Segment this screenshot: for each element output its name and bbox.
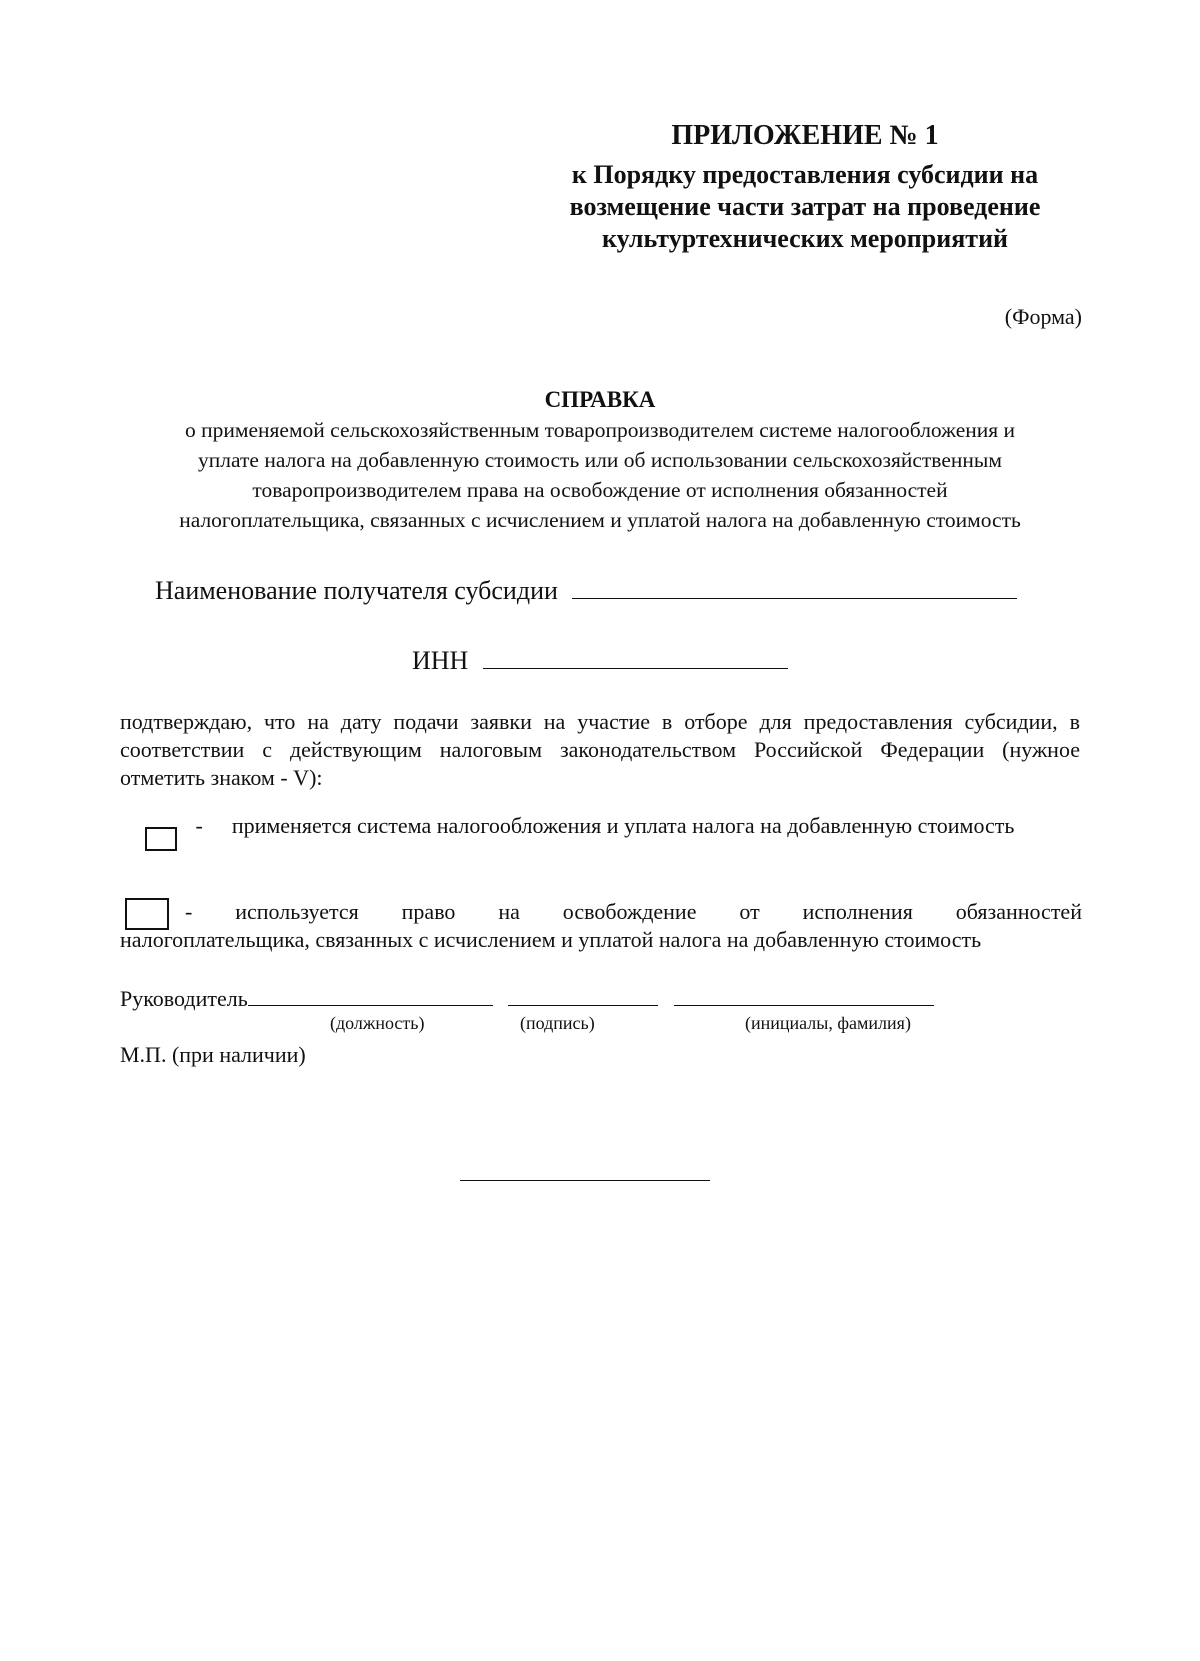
option2-word: от (739, 899, 760, 924)
recipient-name-field[interactable] (572, 598, 1017, 599)
option1-dash: - (195, 813, 203, 838)
option2-word: право (401, 899, 456, 924)
order-line-3: культуртехнических мероприятий (601, 224, 1009, 253)
annex-number: ПРИЛОЖЕНИЕ № 1 (671, 120, 939, 151)
recipient-row (155, 576, 1017, 606)
option2-word: обязанностей (955, 899, 1082, 924)
annex-order-title (555, 159, 1055, 255)
option2-word: используется (235, 899, 359, 924)
subtitle-line-4: налогоплательщика, связанных с исчислением и уплатой налога на добавленную стоимость (179, 508, 1021, 532)
option2-word: освобождение (562, 899, 697, 924)
subtitle-line-2: уплате налога на добавленную стоимость или об использовании сельскохозяйственным (198, 448, 1002, 472)
inn-field[interactable] (483, 668, 788, 669)
document-subtitle (0, 415, 1200, 535)
position-hint: (должность) (330, 1013, 425, 1033)
initials-surname-field[interactable] (674, 1005, 934, 1006)
position-field[interactable] (248, 1005, 493, 1006)
subtitle-line-1: о применяемой сельскохозяйственным товаропроизводителем системе налогообложения и (184, 418, 1016, 442)
stamp-label: М.П. (при наличии) (120, 1042, 306, 1067)
inn-label: ИНН (412, 646, 469, 675)
form-label: (Форма) (1004, 304, 1082, 329)
option2-word: исполнения (802, 899, 913, 924)
initials-surname-hint: (инициалы, фамилия) (745, 1013, 911, 1033)
head-signature-row (120, 986, 934, 1012)
head-label: Руководитель (120, 986, 248, 1011)
option2-line-1 (120, 898, 1082, 926)
option2-line-2: налогоплательщика, связанных с исчислением и уплатой налога на добавленную стоимость (120, 927, 982, 952)
option1-row (145, 813, 1014, 839)
option2-word: на (498, 899, 520, 924)
inn-row (412, 646, 788, 676)
signature-hint: (подпись) (520, 1013, 595, 1033)
end-divider (460, 1180, 710, 1181)
option1-label: применяется система налогообложения и уплата налога на добавленную стоимость (231, 813, 1015, 838)
subtitle-line-3: товаропроизводителем права на освобождение от исполнения обязанностей (252, 478, 948, 502)
signature-field[interactable] (508, 1005, 658, 1006)
option2-row (120, 898, 1082, 954)
option2-dash: - (185, 899, 193, 924)
order-line-2: возмещение части затрат на проведение (569, 192, 1041, 221)
document-title: СПРАВКА (544, 387, 656, 412)
confirmation-text: подтверждаю, что на дату подачи заявки на участие в отборе для предоставления субсидии, в соответствии с действующим налоговым законодательством Российской Федерации (нужное отметить знаком - V): (120, 709, 1080, 790)
recipient-label: Наименование получателя субсидии (155, 576, 558, 605)
order-line-1: к Порядку предоставления субсидии на (571, 160, 1039, 189)
